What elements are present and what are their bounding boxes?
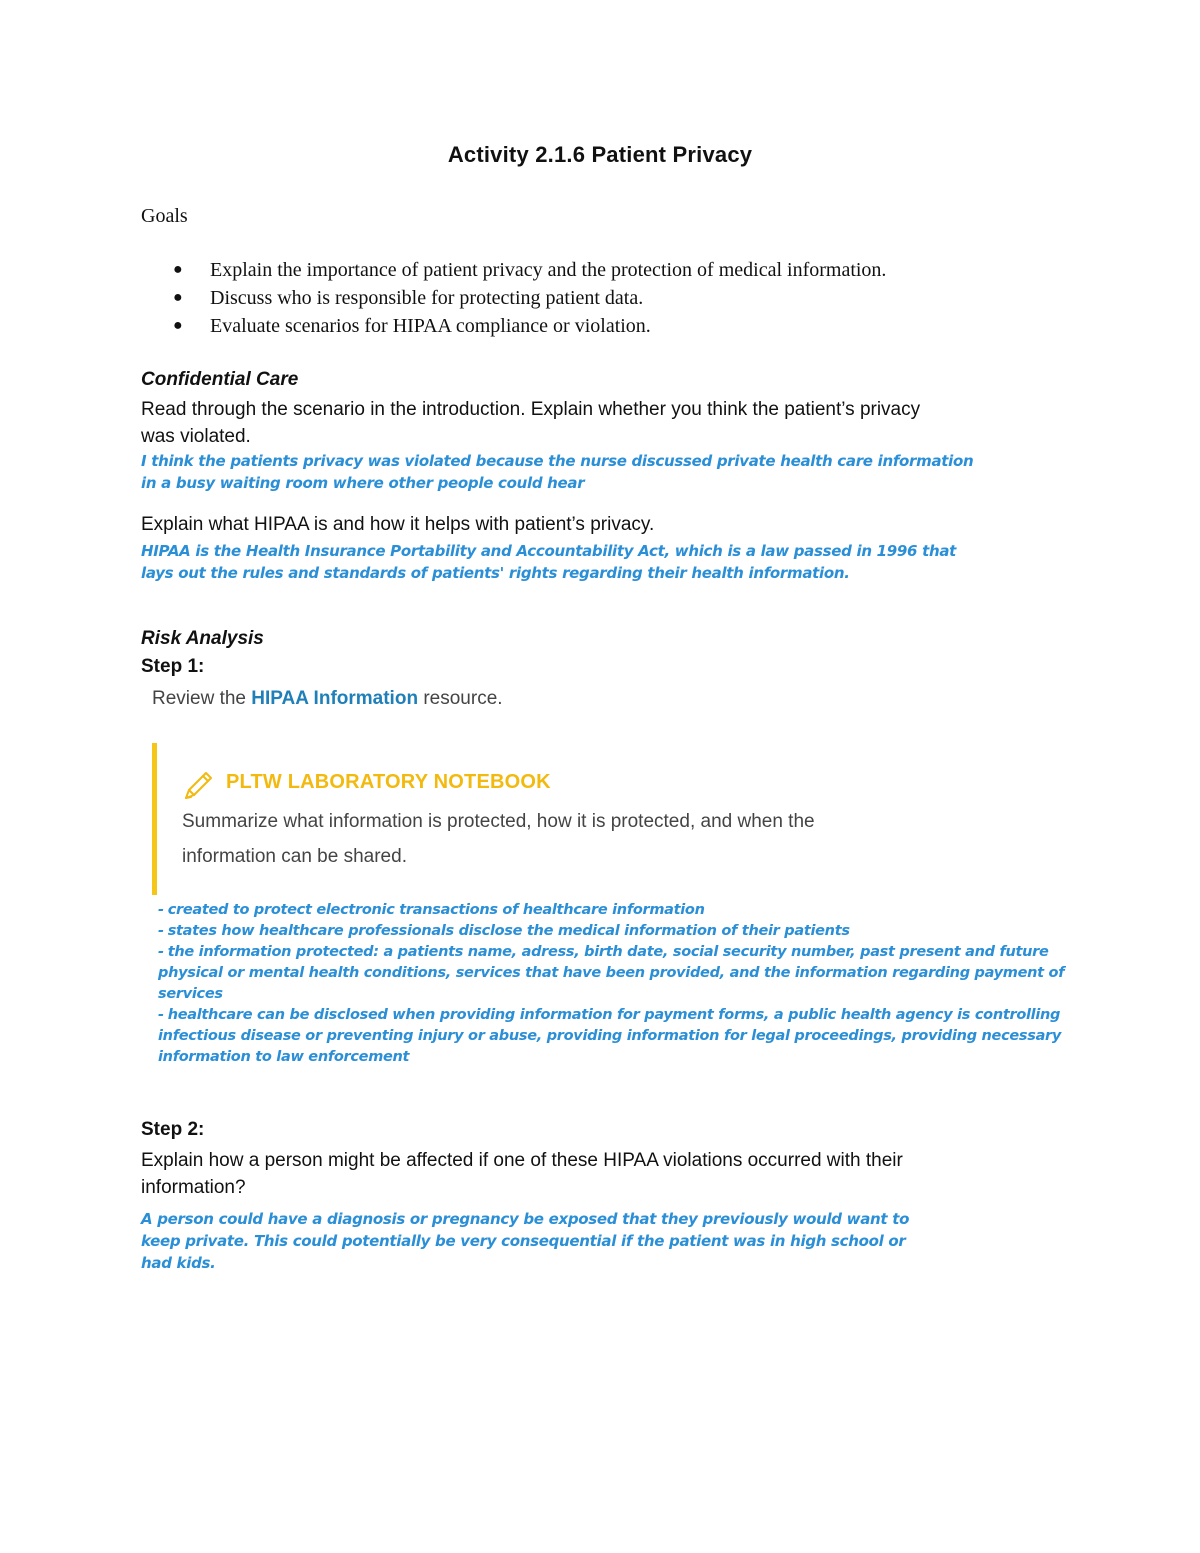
step-1-label: Step 1: bbox=[141, 656, 205, 677]
hipaa-information-link[interactable]: HIPAA Information bbox=[251, 688, 419, 709]
bullet-icon: ● bbox=[173, 289, 183, 306]
review-resource-text: Review the HIPAA Information resource. bbox=[152, 688, 503, 709]
confidential-care-heading: Confidential Care bbox=[141, 369, 299, 390]
list-item: - healthcare can be disclosed when providing information for payment forms, a public health agency is controlling infectious disease or preventing injury or abuse, providing information for legal proceedings, providing necessary information to law enforcement bbox=[158, 1007, 1062, 1065]
goals-label: Goals bbox=[141, 205, 188, 227]
handwritten-answer-1: I think the patients privacy was violated because the nurse discussed private health care information in a busy waiting room where other people could hear bbox=[141, 452, 974, 492]
pencil-icon bbox=[180, 768, 216, 804]
notebook-title: PLTW LABORATORY NOTEBOOK bbox=[226, 771, 551, 793]
risk-analysis-heading: Risk Analysis bbox=[141, 628, 264, 649]
list-item: ● Discuss who is responsible for protecting patient data. bbox=[170, 284, 886, 312]
list-item: - states how healthcare professionals disclose the medical information of their patients bbox=[158, 923, 850, 939]
list-item: - created to protect electronic transactions of healthcare information bbox=[158, 902, 705, 918]
page-title: Activity 2.1.6 Patient Privacy bbox=[447, 142, 753, 167]
list-item: - the information protected: a patients name, adress, birth date, social security number, past present and future physical or mental health conditions, services that have been provided, and the information regarding payment of services bbox=[158, 944, 1065, 1002]
confidential-care-prompt-1: Read through the scenario in the introduction. Explain whether you think the patient’s privacy was violated. bbox=[141, 399, 921, 447]
confidential-care-prompt-2: Explain what HIPAA is and how it helps with patient’s privacy. bbox=[141, 514, 655, 535]
handwritten-step-1-answers bbox=[158, 900, 1078, 1068]
step-2-label: Step 2: bbox=[141, 1119, 205, 1140]
list-item: ● Explain the importance of patient privacy and the protection of medical information. bbox=[170, 256, 886, 284]
step-2-prompt: Explain how a person might be affected if one of these HIPAA violations occurred with their information? bbox=[141, 1150, 903, 1198]
bullet-icon: ● bbox=[173, 317, 183, 334]
notebook-accent-bar bbox=[152, 743, 157, 895]
handwritten-answer-2: HIPAA is the Health Insurance Portability and Accountability Act, which is a law passed in 1996 that lays out the rules and standards of patients' rights regarding their health information. bbox=[141, 542, 957, 582]
goals-list bbox=[170, 256, 886, 340]
bullet-icon: ● bbox=[173, 261, 183, 278]
notebook-instructions: Summarize what information is protected, how it is protected, and when the information can be shared. bbox=[182, 811, 815, 867]
handwritten-step-2-answer: A person could have a diagnosis or pregnancy be exposed that they previously would want to keep private. This could potentially be very consequential if the patient was in high school or had kids. bbox=[141, 1210, 910, 1272]
list-item: ● Evaluate scenarios for HIPAA compliance or violation. bbox=[170, 312, 886, 340]
